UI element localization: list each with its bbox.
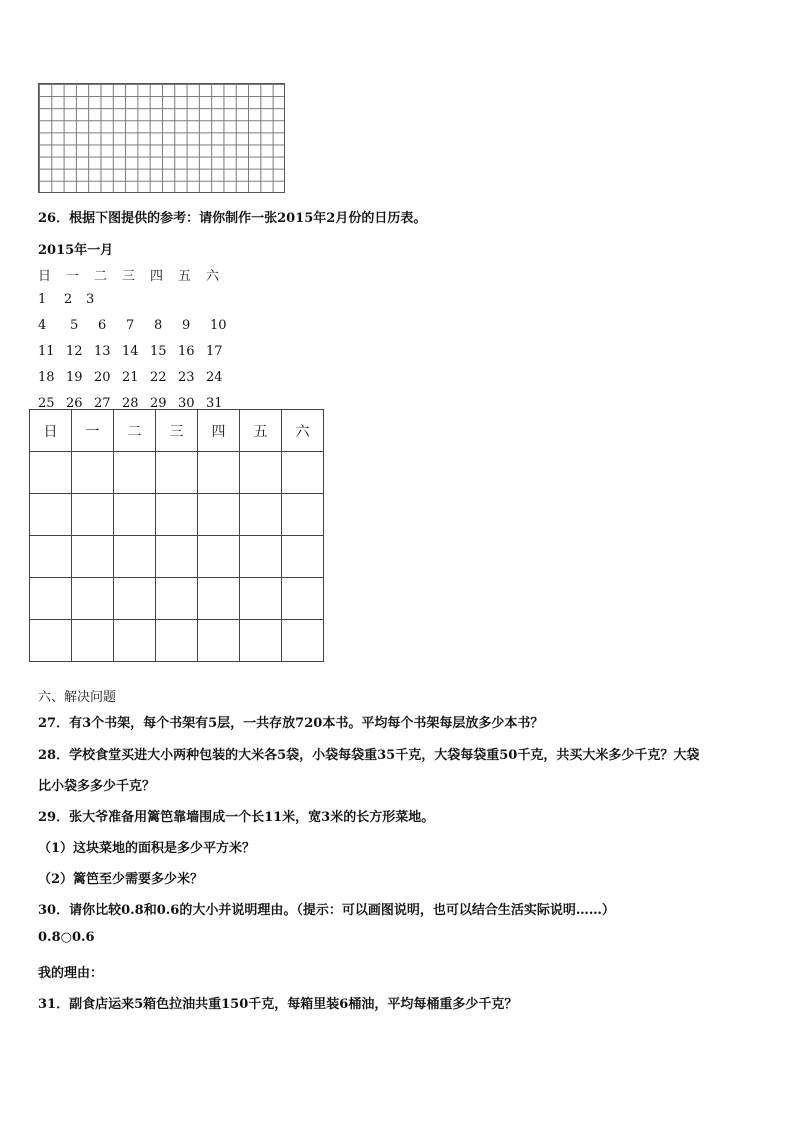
weekday-header-cell: 二: [114, 410, 156, 452]
calendar-blank-row: [30, 536, 324, 578]
january-weekday-label: 二: [94, 269, 108, 284]
question-28-line1: 28．学校食堂买进大小两种包装的大米各5袋，小袋每袋重35千克，大袋每袋重50千克，共买大米多少千克？大袋: [38, 748, 700, 763]
january-day: 1: [38, 292, 47, 307]
january-weekday-label: 五: [178, 269, 192, 284]
january-day: 27: [94, 396, 111, 411]
january-weekday-label: 三: [122, 269, 136, 284]
january-day: 25: [38, 396, 55, 411]
january-day: 16: [178, 344, 195, 359]
calendar-blank-row: [30, 494, 324, 536]
weekday-header-cell: 四: [198, 410, 240, 452]
weekday-header-cell: 六: [282, 410, 324, 452]
blank-cell[interactable]: [30, 452, 72, 494]
january-day: 29: [150, 396, 167, 411]
blank-cell[interactable]: [198, 452, 240, 494]
blank-cell[interactable]: [282, 536, 324, 578]
blank-cell[interactable]: [114, 578, 156, 620]
blank-cell[interactable]: [282, 620, 324, 662]
january-day: 19: [66, 370, 83, 385]
january-day: 23: [178, 370, 195, 385]
calendar-header-row: [30, 410, 324, 452]
blank-cell[interactable]: [198, 494, 240, 536]
january-day: 4: [38, 318, 47, 333]
question-29-part1: （1）这块菜地的面积是多少平方米？: [38, 841, 256, 856]
weekday-header-cell: 三: [156, 410, 198, 452]
calendar-blank-row: [30, 578, 324, 620]
january-day: 11: [38, 344, 55, 359]
blank-cell[interactable]: [72, 578, 114, 620]
january-day: 14: [122, 344, 139, 359]
question-29-part2: （2）篱笆至少需要多少米？: [38, 872, 204, 887]
blank-cell[interactable]: [282, 494, 324, 536]
january-day: 6: [98, 318, 107, 333]
blank-cell[interactable]: [114, 494, 156, 536]
blank-cell[interactable]: [198, 620, 240, 662]
january-day: 8: [154, 318, 163, 333]
january-weekday-label: 六: [206, 269, 220, 284]
weekday-header-cell: 五: [240, 410, 282, 452]
blank-cell[interactable]: [72, 536, 114, 578]
blank-cell[interactable]: [240, 494, 282, 536]
question-30-compare: 0.8○0.6: [38, 930, 95, 945]
question-30-reason-label: 我的理由：: [38, 966, 104, 981]
blank-cell[interactable]: [156, 620, 198, 662]
blank-cell[interactable]: [30, 494, 72, 536]
february-calendar-table: [29, 409, 324, 662]
january-day: 18: [38, 370, 55, 385]
january-day: 7: [126, 318, 135, 333]
january-day: 30: [178, 396, 195, 411]
january-day: 9: [182, 318, 191, 333]
january-day: 31: [206, 396, 223, 411]
question-28-line2: 比小袋多多少千克？: [38, 779, 156, 794]
blank-cell[interactable]: [240, 452, 282, 494]
january-day: 21: [122, 370, 139, 385]
january-calendar-title: 2015年一月: [38, 243, 114, 258]
january-weekday-label: 四: [150, 269, 164, 284]
calendar-blank-row: [30, 620, 324, 662]
blank-cell[interactable]: [72, 620, 114, 662]
question-26: 26．根据下图提供的参考：请你制作一张2015年2月份的日历表。: [38, 211, 427, 226]
blank-cell[interactable]: [114, 452, 156, 494]
blank-cell[interactable]: [240, 536, 282, 578]
january-day: 12: [66, 344, 83, 359]
blank-cell[interactable]: [156, 536, 198, 578]
january-weekday-label: 一: [66, 269, 80, 284]
blank-cell[interactable]: [114, 620, 156, 662]
weekday-header-cell: 日: [30, 410, 72, 452]
blank-cell[interactable]: [156, 494, 198, 536]
january-weekday-label: 日: [38, 269, 52, 284]
square-grid-paper: [38, 83, 285, 193]
blank-cell[interactable]: [30, 578, 72, 620]
blank-cell[interactable]: [240, 620, 282, 662]
blank-cell[interactable]: [72, 494, 114, 536]
calendar-blank-row: [30, 452, 324, 494]
january-day: 3: [86, 292, 95, 307]
january-day: 20: [94, 370, 111, 385]
january-day: 13: [94, 344, 111, 359]
january-day: 26: [66, 396, 83, 411]
question-27: 27．有3个书架，每个书架有5层，一共存放720本书。平均每个书架每层放多少本书？: [38, 716, 544, 731]
weekday-header-cell: 一: [72, 410, 114, 452]
january-day: 22: [150, 370, 167, 385]
blank-cell[interactable]: [156, 578, 198, 620]
question-31: 31．副食店运来5箱色拉油共重150千克，每箱里装6桶油，平均每桶重多少千克？: [38, 997, 518, 1012]
january-day: 5: [70, 318, 79, 333]
blank-cell[interactable]: [114, 536, 156, 578]
section-heading: 六、解决问题: [38, 690, 117, 705]
blank-cell[interactable]: [198, 578, 240, 620]
blank-cell[interactable]: [30, 536, 72, 578]
january-day: 17: [206, 344, 223, 359]
blank-cell[interactable]: [156, 452, 198, 494]
january-day: 24: [206, 370, 223, 385]
january-day: 10: [210, 318, 227, 333]
january-day: 15: [150, 344, 167, 359]
blank-cell[interactable]: [282, 452, 324, 494]
blank-cell[interactable]: [282, 578, 324, 620]
january-day: 28: [122, 396, 139, 411]
blank-cell[interactable]: [240, 578, 282, 620]
question-30: 30．请你比较0.8和0.6的大小并说明理由。（提示：可以画图说明，也可以结合生活实际说明……）: [38, 903, 615, 918]
blank-cell[interactable]: [30, 620, 72, 662]
blank-cell[interactable]: [72, 452, 114, 494]
january-day: 2: [64, 292, 73, 307]
blank-cell[interactable]: [198, 536, 240, 578]
question-29: 29．张大爷准备用篱笆靠墙围成一个长11米，宽3米的长方形菜地。: [38, 810, 435, 825]
